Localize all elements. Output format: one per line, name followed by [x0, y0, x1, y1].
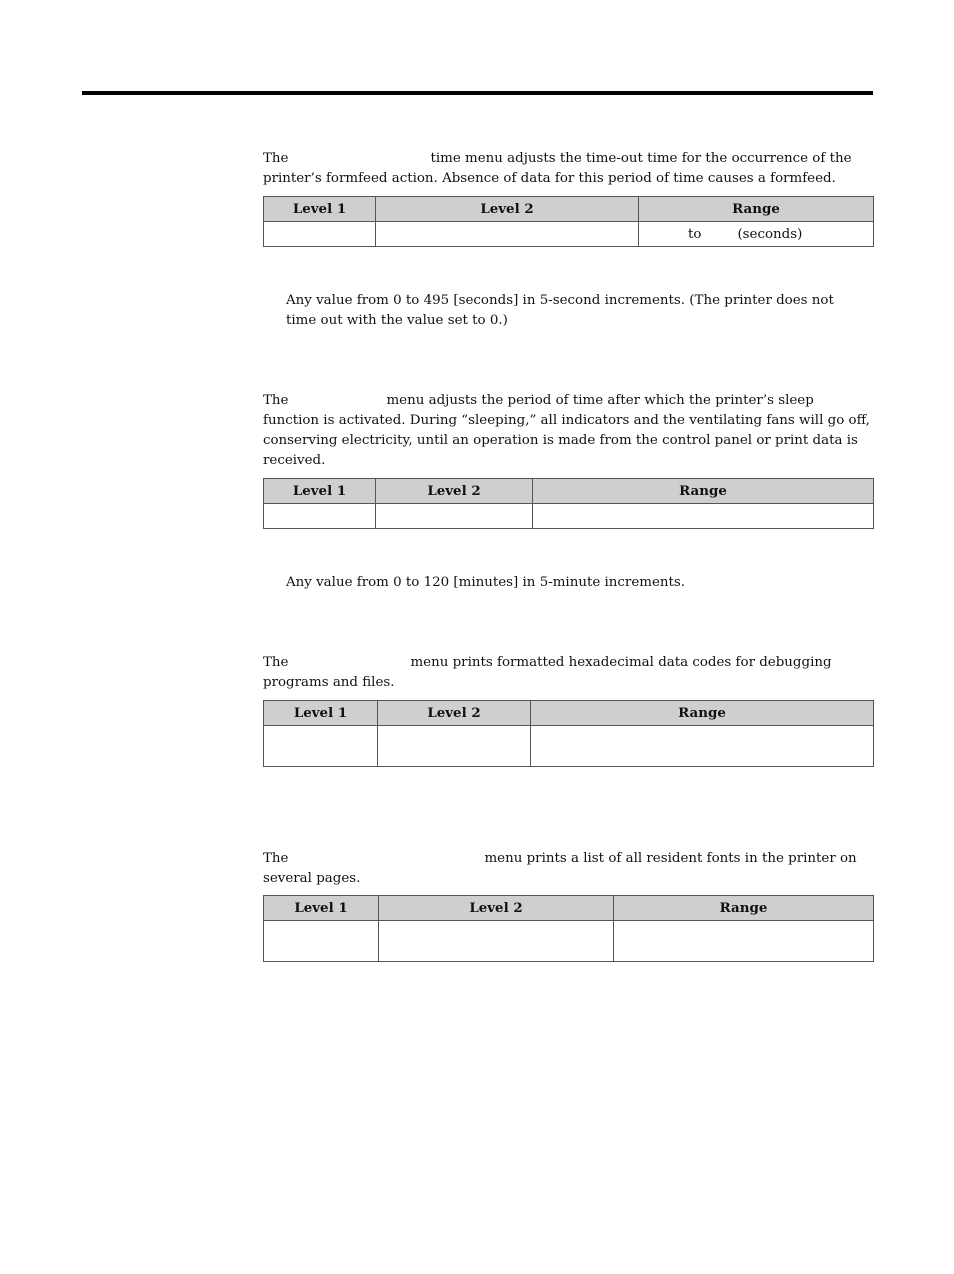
font-intro-rest: menu prints a list of all resident fonts in the printer on several pages. — [263, 851, 857, 886]
level-1-cell — [264, 921, 379, 962]
formfeed-intro-rest: time menu adjusts the time-out time for the occurrence of the printer’s formfeed action. Absence of data for this period of time causes a formfeed. — [263, 151, 852, 186]
header-level-1: Level 1 — [264, 197, 376, 222]
range-to: to — [688, 226, 702, 242]
level-2-cell — [379, 921, 614, 962]
table-header-row — [264, 701, 874, 726]
hex-intro-rest: menu prints formatted hexadecimal data codes for debugging programs and files. — [263, 655, 832, 690]
header-level-2: Level 2 — [376, 197, 639, 222]
level-2-cell — [376, 222, 639, 247]
formfeed-time-table — [263, 196, 874, 247]
header-level-1: Level 1 — [264, 701, 378, 726]
range-cell — [531, 726, 874, 767]
range-unit: (seconds) — [737, 226, 803, 242]
range-cell — [639, 222, 874, 247]
sleep-table — [263, 478, 874, 529]
font-list-table — [263, 895, 874, 962]
formfeed-intro-start: The — [263, 151, 289, 166]
table-row — [264, 726, 874, 767]
level-2-cell — [378, 726, 531, 767]
header-range: Range — [614, 896, 874, 921]
sleep-description — [263, 391, 873, 471]
table-row — [264, 921, 874, 962]
font-list-description — [263, 849, 873, 889]
header-range: Range — [639, 197, 874, 222]
header-range: Range — [531, 701, 874, 726]
header-level-2: Level 2 — [378, 701, 531, 726]
level-1-cell — [264, 222, 376, 247]
sleep-note: Any value from 0 to 120 [minutes] in 5-minute increments. — [286, 575, 686, 590]
header-range: Range — [533, 479, 874, 504]
table-row — [264, 504, 874, 529]
formfeed-time-description — [263, 149, 873, 189]
table-header-row — [264, 896, 874, 921]
range-cell — [533, 504, 874, 529]
table-header-row — [264, 479, 874, 504]
sleep-intro-rest: menu adjusts the period of time after which the printer’s sleep function is activated. During “sleeping,” all indicators and the ventilating fans will go off, conserving electricity, until an operation is made from the control panel or print data is received. — [263, 393, 870, 468]
level-1-cell — [264, 726, 378, 767]
formfeed-time-note: Any value from 0 to 495 [seconds] in 5-second increments. (The printer does not time out with the value set to 0.) — [286, 293, 834, 328]
range-cell — [614, 921, 874, 962]
header-level-1: Level 1 — [264, 896, 379, 921]
header-rule — [82, 91, 873, 95]
table-row — [264, 222, 874, 247]
level-2-cell — [376, 504, 533, 529]
font-intro-start: The — [263, 851, 289, 866]
hex-dump-description — [263, 653, 873, 693]
sleep-intro-start: The — [263, 393, 289, 408]
header-level-1: Level 1 — [264, 479, 376, 504]
header-level-2: Level 2 — [376, 479, 533, 504]
table-header-row — [264, 197, 874, 222]
hex-intro-start: The — [263, 655, 289, 670]
hex-dump-table — [263, 700, 874, 767]
level-1-cell — [264, 504, 376, 529]
header-level-2: Level 2 — [379, 896, 614, 921]
